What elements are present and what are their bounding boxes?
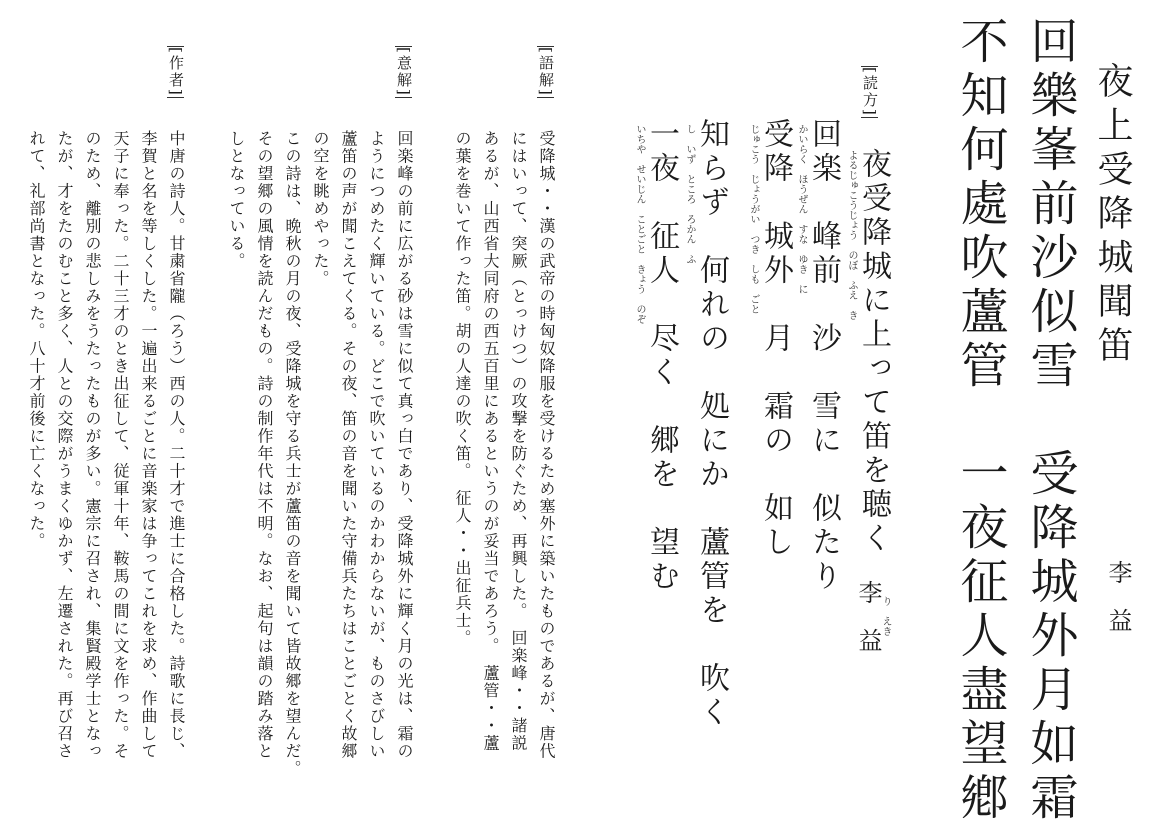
author-info-line-5: たが、才をたのむこと多く、人との交際がうまくゆかず、左遷された。再び召さ [55,130,74,760]
poem-author: 李 益 [1104,560,1132,632]
reading-line-3: 知らず 何れの 処にか 蘆管を 吹く [694,118,729,730]
reading-title: 夜受降城に上って笛を聴く [856,148,891,556]
reading-title-furigana: よるじゅこうじょう のぼ ふえ き [846,150,857,320]
reading-line-4: 一夜 征人 尽く 郷を 望む [644,118,679,594]
author-info-line-6: れて、礼部尚書となった。八十才前後に亡くなった。 [27,130,46,550]
meaning-line-5: この詩は、晩秋の月の夜、受降城を守る兵士が蘆笛の音を聞いて皆故郷を望んだ。 [283,130,302,778]
author-info-line-4: のため、離別の悲しみをうたったものが多い。憲宗に召され、集賢殿学士となっ [83,130,102,760]
glossary-line-3: あるが、山西省大同府の西五百里にあるというのが妥当であろう。 蘆管・・蘆 [481,130,500,752]
author-info-line-3: 天子に奉った。二十三才のとき出征して、従軍十年、鞍馬の間に文を作った。そ [111,130,130,760]
author-info-label: [作者] [167,47,185,97]
poem-line-1: 回樂峯前沙似雪 受降城外月如霜 [1022,16,1078,826]
meaning-line-3: 蘆笛の声が聞こえてくる。その夜、笛の音を聞いた守備兵たちはことごとく故郷 [339,130,358,760]
reading-line-1-furigana: かいらく ほうぜん すな ゆき に [796,124,807,294]
poem-line-2: 不知何處吹蘆管 一夜征人盡望鄕 [952,16,1008,826]
meaning-line-7: しとなっている。 [227,130,246,270]
reading-line-2-furigana: じゅこう じょうがい つき しも ごと [748,124,759,314]
meaning-line-1: 回楽峰の前に広がる砂は雪に似て真っ白であり、受降城外に輝く月の光は、霜の [395,130,414,760]
reading-line-2: 受降 城外 月 霜の 如し [758,118,793,560]
meaning-line-6: その望郷の風情を読んだもの。詩の制作年代は不明。なお、起句は韻の踏み落と [255,130,274,760]
author-info-line-1: 中唐の詩人。甘粛省隴（ろう）西の人。二十才で進士に合格した。詩歌に長じ、 [167,130,186,760]
reading-author-furigana: り えき [880,596,891,636]
glossary-line-2: にはいって、突厥（とっけつ）の攻撃を防ぐため、再興した。 回楽峰・・諸説 [509,130,528,752]
meaning-line-4: の空を眺めやった。 [311,130,330,288]
reading-line-4-furigana: いちや せいじん ことごと きょう のぞ [634,124,645,324]
glossary-line-4: の葉を巻いて作った笛。胡の人達の吹く笛。 征人・・出征兵士。 [453,130,472,647]
author-info-line-2: 李賀と名を等しくした。一遍出来るごとに音楽家は争ってこれを求め、作曲して [139,130,158,760]
poem-title: 夜上受降城聞笛 [1092,62,1133,370]
glossary-label: [語解] [537,47,555,97]
reading-line-3-furigana: し いず ところ ろかん ふ [684,124,695,264]
reading-author: 李 益 [854,580,882,652]
meaning-label: [意解] [395,47,413,97]
meaning-line-2: ようにつめたく輝いている。どこで吹いているのかわからないが、ものさびしい [367,130,386,760]
reading-label: [読方] [861,67,879,117]
reading-line-1: 回楽 峰前 沙 雪に 似たり [806,118,841,594]
glossary-line-1: 受降城・・漢の武帝の時匈奴降服を受けるため塞外に築いたものであるが、唐代 [537,130,556,760]
